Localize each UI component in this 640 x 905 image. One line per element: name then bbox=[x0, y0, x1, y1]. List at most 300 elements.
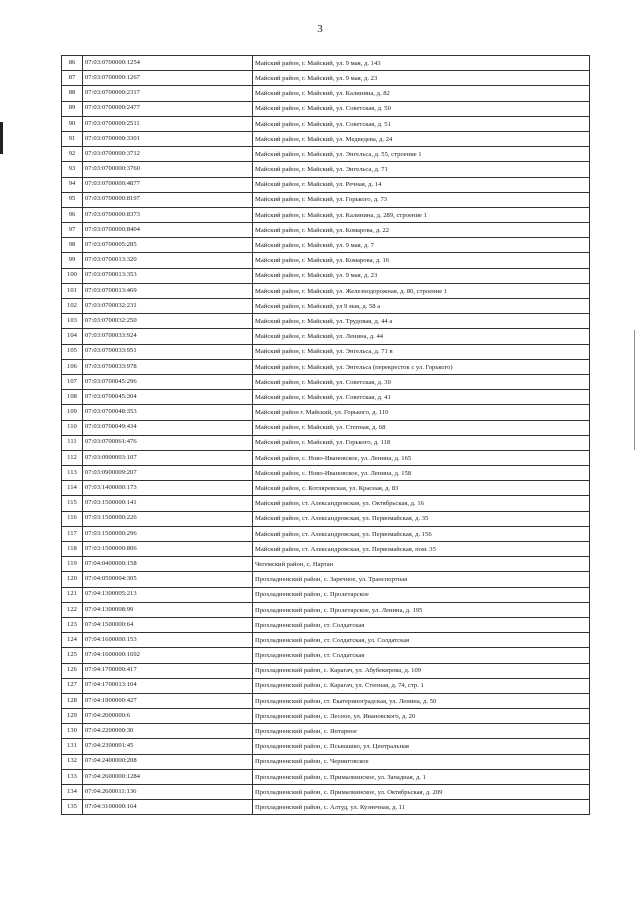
cadastral-number: 07:03:0700000:8404 bbox=[85, 225, 140, 233]
address: Майский район, г. Майский, ул. Комарова, д. 22 bbox=[255, 226, 390, 234]
address-cell bbox=[253, 56, 590, 71]
address-cell bbox=[253, 602, 590, 617]
address-cell bbox=[253, 420, 590, 435]
cadastral-number: 07:03:0700000:2511 bbox=[85, 119, 140, 127]
address: Майский район, с. Ново-Ивановское, ул. Ленина, д. 158 bbox=[255, 469, 412, 477]
cadastral-number: 07:03:0700000:3760 bbox=[85, 165, 140, 173]
address: Майский район, г. Майский, ул. Энгельса, д. 71 bbox=[255, 166, 388, 174]
cadastral-number-cell bbox=[83, 617, 253, 632]
row-number: 103 bbox=[67, 316, 77, 324]
row-number-cell bbox=[62, 466, 83, 481]
cadastral-number: 07:03:0700000:3712 bbox=[85, 149, 140, 157]
address: Майский район, г. Майский, ул. Железнодорожная, д. 80, строение 1 bbox=[255, 287, 448, 295]
row-number: 105 bbox=[67, 347, 77, 355]
row-number-cell bbox=[62, 359, 83, 374]
cadastral-number: 07:04:1600000:153 bbox=[85, 635, 137, 643]
address: Майский район, г. Майский, ул. Горького, д. 73 bbox=[255, 196, 388, 204]
cadastral-number: 07:03:0700033:924 bbox=[85, 332, 137, 340]
table-row bbox=[62, 131, 590, 146]
table-row bbox=[62, 101, 590, 116]
row-number: 134 bbox=[67, 787, 77, 795]
cadastral-number: 07:03:0700033:978 bbox=[85, 362, 137, 370]
address: Майский район, г. Майский, ул. Энгельса, д. 55, строение 1 bbox=[255, 150, 422, 158]
address: Майский район, г. Майский, ул. 9 мая, д. 23 bbox=[255, 74, 378, 82]
row-number-cell bbox=[62, 769, 83, 784]
row-number: 127 bbox=[67, 681, 77, 689]
address: Майский район, г. Майский, ул. Ленина, д. 44 bbox=[255, 333, 384, 341]
address: Майский район, г. Майский, ул. Горького, д. 118 bbox=[255, 439, 391, 447]
address-cell bbox=[253, 754, 590, 769]
address-cell bbox=[253, 116, 590, 131]
cadastral-number: 07:03:0700000:3301 bbox=[85, 134, 140, 142]
address-cell bbox=[253, 359, 590, 374]
address-cell bbox=[253, 192, 590, 207]
cadastral-number: 07:03:1500000:141 bbox=[85, 499, 137, 507]
table-row bbox=[62, 678, 590, 693]
address: Прохладненский район, с. Алтуд, ул. Кузнечная, д. 11 bbox=[255, 803, 406, 811]
address: Майский район, г. Майский, ул. Советская, д. 30 bbox=[255, 378, 391, 386]
table-row bbox=[62, 724, 590, 739]
address-cell bbox=[253, 238, 590, 253]
address: Майский район, г. Майский, ул. Энгельса (перекресток с ул. Горького) bbox=[255, 363, 453, 371]
scan-edge-mark bbox=[0, 122, 3, 154]
row-number: 107 bbox=[67, 377, 77, 385]
row-number-cell bbox=[62, 587, 83, 602]
address: Прохладненский район, с. Лесное, ул. Ивановского, д. 20 bbox=[255, 712, 416, 720]
address-cell bbox=[253, 466, 590, 481]
table-row bbox=[62, 709, 590, 724]
row-number-cell bbox=[62, 71, 83, 86]
address-cell bbox=[253, 101, 590, 116]
cadastral-number-cell bbox=[83, 435, 253, 450]
row-number: 111 bbox=[67, 438, 77, 446]
registry-table-body bbox=[62, 56, 590, 815]
address: Прохладненский район, с. Янтарное bbox=[255, 728, 357, 736]
row-number-cell bbox=[62, 572, 83, 587]
row-number-cell bbox=[62, 496, 83, 511]
row-number: 97 bbox=[68, 225, 76, 233]
row-number: 109 bbox=[67, 408, 77, 416]
row-number: 115 bbox=[67, 499, 77, 507]
cadastral-number-cell bbox=[83, 56, 253, 71]
row-number-cell bbox=[62, 131, 83, 146]
table-row bbox=[62, 162, 590, 177]
cadastral-number-cell bbox=[83, 116, 253, 131]
cadastral-number: 07:04:2600000:1284 bbox=[85, 772, 140, 780]
table-row bbox=[62, 207, 590, 222]
cadastral-number-cell bbox=[83, 739, 253, 754]
address-cell bbox=[253, 542, 590, 557]
cadastral-number-cell bbox=[83, 557, 253, 572]
table-row bbox=[62, 177, 590, 192]
cadastral-number: 07:03:0700000:1254 bbox=[85, 58, 140, 66]
cadastral-number: 07:03:0700013:353 bbox=[85, 271, 137, 279]
address: Майский район, г. Майский, ул. Советская, д. 50 bbox=[255, 105, 391, 113]
row-number: 91 bbox=[68, 134, 76, 142]
row-number: 129 bbox=[67, 711, 77, 719]
cadastral-number: 07:04:2600011:136 bbox=[85, 787, 137, 795]
row-number-cell bbox=[62, 86, 83, 101]
row-number-cell bbox=[62, 299, 83, 314]
address-cell bbox=[253, 481, 590, 496]
cadastral-number-cell bbox=[83, 526, 253, 541]
address-cell bbox=[253, 131, 590, 146]
address-cell bbox=[253, 268, 590, 283]
address: Прохладненский район, с. Пролетарское, ул. Ленина, д. 195 bbox=[255, 606, 423, 614]
table-row bbox=[62, 253, 590, 268]
cadastral-number: 07:03:1500000:226 bbox=[85, 514, 137, 522]
address-cell bbox=[253, 405, 590, 420]
cadastral-number-cell bbox=[83, 374, 253, 389]
row-number: 120 bbox=[67, 575, 77, 583]
cadastral-number: 07:03:0700045:304 bbox=[85, 392, 137, 400]
cadastral-number-cell bbox=[83, 299, 253, 314]
address-cell bbox=[253, 785, 590, 800]
address: Майский район, ст. Александровская, ул. Первомайская, д. 35 bbox=[255, 515, 429, 523]
table-row bbox=[62, 435, 590, 450]
table-row bbox=[62, 192, 590, 207]
row-number-cell bbox=[62, 678, 83, 693]
row-number-cell bbox=[62, 314, 83, 329]
cadastral-number-cell bbox=[83, 769, 253, 784]
row-number: 117 bbox=[67, 529, 77, 537]
address: Майский район, г. Майский, ул. Речная, д. 14 bbox=[255, 181, 382, 189]
table-row bbox=[62, 56, 590, 71]
cadastral-number-cell bbox=[83, 496, 253, 511]
cadastral-number-cell bbox=[83, 283, 253, 298]
address-cell bbox=[253, 648, 590, 663]
table-row bbox=[62, 450, 590, 465]
cadastral-number: 07:03:0900003:107 bbox=[85, 453, 137, 461]
table-row bbox=[62, 116, 590, 131]
table-row bbox=[62, 147, 590, 162]
address-cell bbox=[253, 253, 590, 268]
cadastral-number: 07:03:0700000:8197 bbox=[85, 195, 140, 203]
address: Майский район, ст. Александровская, ул. Первомайская, д. 156 bbox=[255, 530, 432, 538]
row-number-cell bbox=[62, 648, 83, 663]
row-number-cell bbox=[62, 663, 83, 678]
table-row bbox=[62, 268, 590, 283]
cadastral-number: 07:03:0700061:476 bbox=[85, 438, 137, 446]
cadastral-number-cell bbox=[83, 390, 253, 405]
address: Майский район г. Майский, ул. Горького, д. 110 bbox=[255, 409, 389, 417]
address: Прохладненский район, с. Пролетарское bbox=[255, 591, 369, 599]
table-row bbox=[62, 283, 590, 298]
row-number: 93 bbox=[68, 165, 76, 173]
address: Прохладненский район, с. Прималкинское, ул. Западная, д. 1 bbox=[255, 773, 426, 781]
cadastral-number: 07:04:2300001:45 bbox=[85, 742, 134, 750]
address-cell bbox=[253, 314, 590, 329]
row-number-cell bbox=[62, 450, 83, 465]
row-number: 99 bbox=[68, 256, 76, 264]
address: Майский район, г. Майский, ул. Советская, д. 51 bbox=[255, 120, 391, 128]
table-row bbox=[62, 617, 590, 632]
cadastral-number: 07:04:0500004:305 bbox=[85, 575, 137, 583]
cadastral-number: 07:03:0700032:231 bbox=[85, 301, 137, 309]
address-cell bbox=[253, 587, 590, 602]
address-cell bbox=[253, 557, 590, 572]
address-cell bbox=[253, 739, 590, 754]
table-row bbox=[62, 587, 590, 602]
cadastral-number-cell bbox=[83, 663, 253, 678]
address-cell bbox=[253, 678, 590, 693]
cadastral-number-cell bbox=[83, 162, 253, 177]
table-row bbox=[62, 466, 590, 481]
row-number: 89 bbox=[68, 104, 76, 112]
cadastral-number-cell bbox=[83, 405, 253, 420]
cadastral-number: 07:03:0900009:207 bbox=[85, 468, 137, 476]
address-cell bbox=[253, 526, 590, 541]
cadastral-number-cell bbox=[83, 177, 253, 192]
cadastral-number-cell bbox=[83, 633, 253, 648]
address: Майский район, с. Котляревская, ул. Красная, д. 83 bbox=[255, 485, 399, 493]
address: Прохладненский район, с. Карагач, ул. Абубекирова, д. 109 bbox=[255, 667, 422, 675]
row-number: 126 bbox=[67, 666, 77, 674]
cadastral-number: 07:03:0700013:320 bbox=[85, 256, 137, 264]
table-row bbox=[62, 693, 590, 708]
cadastral-number-cell bbox=[83, 131, 253, 146]
address: Прохладненский район, ст. Солдатская bbox=[255, 652, 365, 660]
cadastral-number: 07:04:1700013:104 bbox=[85, 681, 137, 689]
cadastral-number-cell bbox=[83, 192, 253, 207]
row-number-cell bbox=[62, 511, 83, 526]
row-number: 90 bbox=[68, 119, 76, 127]
address-cell bbox=[253, 207, 590, 222]
address: Майский район, г. Майский, ул 9 мая, д. 58 а bbox=[255, 302, 381, 310]
table-row bbox=[62, 542, 590, 557]
cadastral-number: 07:04:1700000:417 bbox=[85, 666, 137, 674]
table-row bbox=[62, 86, 590, 101]
scan-edge-mark bbox=[634, 330, 635, 450]
row-number-cell bbox=[62, 542, 83, 557]
cadastral-number-cell bbox=[83, 207, 253, 222]
cadastral-number: 07:03:0700048:353 bbox=[85, 408, 137, 416]
row-number-cell bbox=[62, 238, 83, 253]
address-cell bbox=[253, 86, 590, 101]
cadastral-number: 07:03:0700000:8373 bbox=[85, 210, 140, 218]
row-number: 121 bbox=[67, 590, 77, 598]
row-number: 130 bbox=[67, 727, 77, 735]
cadastral-number-cell bbox=[83, 587, 253, 602]
row-number-cell bbox=[62, 435, 83, 450]
cadastral-number-cell bbox=[83, 678, 253, 693]
row-number: 92 bbox=[68, 149, 76, 157]
row-number: 128 bbox=[67, 696, 77, 704]
table-row bbox=[62, 785, 590, 800]
row-number-cell bbox=[62, 602, 83, 617]
row-number-cell bbox=[62, 754, 83, 769]
cadastral-number-cell bbox=[83, 268, 253, 283]
cadastral-number: 07:04:1600000:1692 bbox=[85, 651, 140, 659]
cadastral-number-cell bbox=[83, 648, 253, 663]
row-number: 110 bbox=[67, 423, 77, 431]
cadastral-number-cell bbox=[83, 238, 253, 253]
cadastral-number-cell bbox=[83, 754, 253, 769]
table-row bbox=[62, 359, 590, 374]
row-number: 96 bbox=[68, 210, 76, 218]
address: Майский район, г. Майский, ул. Энгельса, д. 71 в bbox=[255, 348, 393, 356]
address: Майский район, г. Майский, ул. Советская, д. 41 bbox=[255, 393, 391, 401]
row-number-cell bbox=[62, 56, 83, 71]
row-number: 102 bbox=[67, 301, 77, 309]
cadastral-number-cell bbox=[83, 466, 253, 481]
address-cell bbox=[253, 709, 590, 724]
address-cell bbox=[253, 693, 590, 708]
address: Майский район, ст. Александровская, ул. Октябрьская, д. 16 bbox=[255, 500, 424, 508]
address: Майский район, г. Майский, ул. Комарова, д. 16 bbox=[255, 257, 390, 265]
table-row bbox=[62, 481, 590, 496]
row-number: 88 bbox=[68, 89, 76, 97]
address: Майский район, г. Майский, ул. 9 мая, д. 23 bbox=[255, 272, 378, 280]
row-number: 94 bbox=[68, 180, 76, 188]
row-number: 133 bbox=[67, 772, 77, 780]
address-cell bbox=[253, 344, 590, 359]
address: Прохладненский район, с. Карагач, ул. Степная, д. 74, стр. 1 bbox=[255, 682, 424, 690]
cadastral-number: 07:03:0700000:4877 bbox=[85, 180, 140, 188]
row-number-cell bbox=[62, 268, 83, 283]
row-number: 125 bbox=[67, 651, 77, 659]
row-number: 113 bbox=[67, 468, 77, 476]
cadastral-number: 07:03:0700000:1267 bbox=[85, 73, 140, 81]
row-number: 114 bbox=[67, 484, 77, 492]
address-cell bbox=[253, 724, 590, 739]
cadastral-number: 07:03:0700005:285 bbox=[85, 241, 137, 249]
row-number: 135 bbox=[67, 802, 77, 810]
table-row bbox=[62, 420, 590, 435]
table-row bbox=[62, 314, 590, 329]
address: Майский район, г. Майский, ул. Степная, д. 68 bbox=[255, 424, 386, 432]
row-number: 100 bbox=[67, 271, 77, 279]
row-number-cell bbox=[62, 374, 83, 389]
table-row bbox=[62, 526, 590, 541]
address: Прохладненский район, с. Черниговское bbox=[255, 758, 369, 766]
address: Прохладненский район, с. Прималкинское, ул. Октябрьская, д. 209 bbox=[255, 788, 443, 796]
cadastral-number-cell bbox=[83, 800, 253, 815]
row-number-cell bbox=[62, 557, 83, 572]
cadastral-number: 07:04:2200000:30 bbox=[85, 727, 134, 735]
cadastral-number: 07:04:3100000:164 bbox=[85, 802, 137, 810]
cadastral-number: 07:03:0700013:469 bbox=[85, 286, 137, 294]
address-cell bbox=[253, 283, 590, 298]
table-row bbox=[62, 238, 590, 253]
cadastral-number-cell bbox=[83, 511, 253, 526]
address: Майский район, г. Майский, ул. Медведева, д. 24 bbox=[255, 135, 393, 143]
row-number-cell bbox=[62, 633, 83, 648]
table-row bbox=[62, 769, 590, 784]
address-cell bbox=[253, 800, 590, 815]
cadastral-number-cell bbox=[83, 724, 253, 739]
row-number: 98 bbox=[68, 241, 76, 249]
row-number: 123 bbox=[67, 620, 77, 628]
address-cell bbox=[253, 663, 590, 678]
address: Прохладненский район, с. Заречное, ул. Транспортная bbox=[255, 576, 408, 584]
row-number: 112 bbox=[67, 453, 77, 461]
address-cell bbox=[253, 572, 590, 587]
cadastral-number-cell bbox=[83, 542, 253, 557]
cadastral-number: 07:03:0700045:296 bbox=[85, 377, 137, 385]
address: Майский район, ст. Александровская, ул. Первомайская, пом. 35 bbox=[255, 545, 436, 553]
address-cell bbox=[253, 147, 590, 162]
row-number: 86 bbox=[68, 58, 76, 66]
cadastral-number: 07:04:1300008:99 bbox=[85, 605, 134, 613]
address-cell bbox=[253, 435, 590, 450]
cadastral-number-cell bbox=[83, 785, 253, 800]
cadastral-number: 07:04:2400000:208 bbox=[85, 757, 137, 765]
address-cell bbox=[253, 177, 590, 192]
row-number: 132 bbox=[67, 757, 77, 765]
table-row bbox=[62, 71, 590, 86]
row-number-cell bbox=[62, 709, 83, 724]
table-row bbox=[62, 223, 590, 238]
cadastral-number: 07:04:1900000:427 bbox=[85, 696, 137, 704]
cadastral-number-cell bbox=[83, 359, 253, 374]
cadastral-number: 07:03:0700000:2317 bbox=[85, 89, 140, 97]
cadastral-number: 07:04:1500000:64 bbox=[85, 620, 134, 628]
cadastral-number-cell bbox=[83, 101, 253, 116]
address-cell bbox=[253, 374, 590, 389]
table-row bbox=[62, 299, 590, 314]
row-number-cell bbox=[62, 344, 83, 359]
table-row bbox=[62, 496, 590, 511]
row-number-cell bbox=[62, 192, 83, 207]
page-number: 3 bbox=[317, 23, 323, 35]
address: Чегемский район, с. Нартан bbox=[255, 560, 334, 568]
cadastral-number: 07:03:0700049:434 bbox=[85, 423, 137, 431]
address-cell bbox=[253, 511, 590, 526]
row-number-cell bbox=[62, 116, 83, 131]
address: Майский район, г. Майский, ул. 9 мая, д. 143 bbox=[255, 59, 381, 67]
cadastral-number: 07:03:1500000:296 bbox=[85, 529, 137, 537]
row-number: 122 bbox=[67, 605, 77, 613]
row-number: 124 bbox=[67, 635, 77, 643]
cadastral-number-cell bbox=[83, 71, 253, 86]
row-number: 104 bbox=[67, 332, 77, 340]
address-cell bbox=[253, 633, 590, 648]
row-number-cell bbox=[62, 147, 83, 162]
cadastral-number: 07:03:1500000:806 bbox=[85, 544, 137, 552]
row-number-cell bbox=[62, 101, 83, 116]
row-number-cell bbox=[62, 223, 83, 238]
address-cell bbox=[253, 329, 590, 344]
address: Прохладненский район, ст. Солдатская, ул. Солдатская bbox=[255, 636, 410, 644]
address: Майский район, г. Майский, ул. Калинина, д. 82 bbox=[255, 90, 390, 98]
cadastral-number-cell bbox=[83, 223, 253, 238]
row-number-cell bbox=[62, 329, 83, 344]
cadastral-number: 07:03:0700033:951 bbox=[85, 347, 137, 355]
row-number-cell bbox=[62, 739, 83, 754]
row-number: 119 bbox=[67, 559, 77, 567]
cadastral-number-cell bbox=[83, 344, 253, 359]
address: Майский район, г. Майский, ул. 9 мая, д. 7 bbox=[255, 242, 374, 250]
cadastral-number-cell bbox=[83, 450, 253, 465]
address: Майский район, г. Майский, ул. Трудовая, д. 44 а bbox=[255, 317, 393, 325]
row-number-cell bbox=[62, 420, 83, 435]
row-number-cell bbox=[62, 526, 83, 541]
cadastral-number-cell bbox=[83, 420, 253, 435]
table-row bbox=[62, 511, 590, 526]
cadastral-number: 07:04:2000000:6 bbox=[85, 711, 131, 719]
table-row bbox=[62, 754, 590, 769]
registry-table bbox=[61, 55, 590, 815]
address: Прохладненский район, с. Псынашко, ул. Центральная bbox=[255, 743, 409, 751]
cadastral-number-cell bbox=[83, 329, 253, 344]
cadastral-number-cell bbox=[83, 314, 253, 329]
row-number-cell bbox=[62, 481, 83, 496]
table-row bbox=[62, 800, 590, 815]
row-number: 95 bbox=[68, 195, 76, 203]
row-number-cell bbox=[62, 390, 83, 405]
table-row bbox=[62, 390, 590, 405]
